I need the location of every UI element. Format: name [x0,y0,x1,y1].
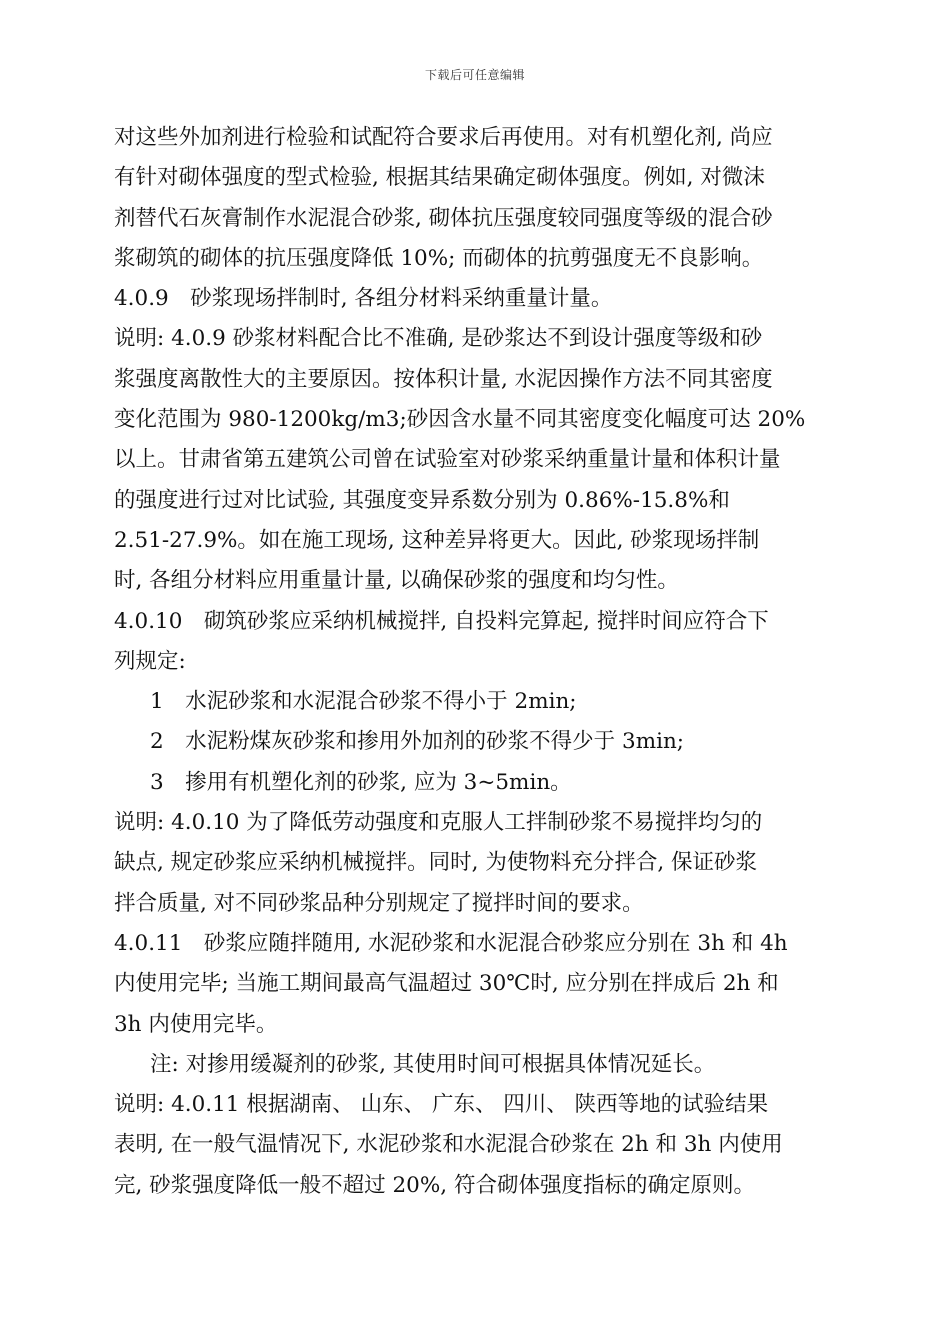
text-line: 浆强度离散性大的主要原因。按体积计量, 水泥因操作方法不同其密度 [114,366,773,392]
list-item: 1 水泥砂浆和水泥混合砂浆不得小于 2min; [150,689,577,715]
list-item: 3 掺用有机塑化剂的砂浆, 应为 3~5min。 [150,769,572,795]
text-line: 内使用完毕; 当施工期间最高气温超过 30℃时, 应分别在拌成后 2h 和 [114,971,779,997]
text-line: 说明: 4.0.9 砂浆材料配合比不准确, 是砂浆达不到设计强度等级和砂 [114,326,763,352]
text-line: 列规定: [114,648,186,674]
text-line: 时, 各组分材料应用重量计量, 以确保砂浆的强度和均匀性。 [114,568,679,594]
text-line: 有针对砌体强度的型式检验, 根据其结果确定砌体强度。例如, 对微沫 [114,165,765,191]
text-line: 3h 内使用完毕。 [114,1011,278,1037]
section-heading: 4.0.9 砂浆现场拌制时, 各组分材料采纳重量计量。 [114,286,613,312]
text-line: 表明, 在一般气温情况下, 水泥砂浆和水泥混合砂浆在 2h 和 3h 内使用 [114,1132,783,1158]
section-heading: 4.0.11 砂浆应随拌随用, 水泥砂浆和水泥混合砂浆应分别在 3h 和 4h [114,930,788,956]
text-line: 浆砌筑的砌体的抗压强度降低 10%; 而砌体的抗剪强度无不良影响。 [114,245,764,271]
note-line: 注: 对掺用缓凝剂的砂浆, 其使用时间可根据具体情况延长。 [150,1051,716,1077]
text-line: 完, 砂浆强度降低一般不超过 20%, 符合砌体强度指标的确定原则。 [114,1172,755,1198]
text-line: 剂替代石灰膏制作水泥混合砂浆, 砌体抗压强度较同强度等级的混合砂 [114,205,773,231]
text-line: 的强度进行过对比试验, 其强度变异系数分别为 0.86%-15.8%和 [114,487,730,513]
text-line: 拌合质量, 对不同砂浆品种分别规定了搅拌时间的要求。 [114,890,644,916]
list-item: 2 水泥粉煤灰砂浆和掺用外加剂的砂浆不得少于 3min; [150,729,685,755]
text-line: 以上。甘肃省第五建筑公司曾在试验室对砂浆采纳重量计量和体积计量 [114,447,781,473]
text-line: 缺点, 规定砂浆应采纳机械搅拌。同时, 为使物料充分拌合, 保证砂浆 [114,850,758,876]
section-heading: 4.0.10 砌筑砂浆应采纳机械搅拌, 自投料完算起, 搅拌时间应符合下 [114,608,769,634]
text-line: 变化范围为 980-1200kg/m3;砂因含水量不同其密度变化幅度可达 20% [114,407,806,433]
page-header: 下载后可任意编辑 [424,68,525,82]
text-line: 说明: 4.0.11 根据湖南、 山东、 广东、 四川、 陕西等地的试验结果 [114,1092,769,1118]
text-line: 对这些外加剂进行检验和试配符合要求后再使用。对有机塑化剂, 尚应 [114,125,773,150]
text-line: 说明: 4.0.10 为了降低劳动强度和克服人工拌制砂浆不易搅拌均匀的 [114,810,763,836]
text-line: 2.51-27.9%。如在施工现场, 这种差异将更大。因此, 砂浆现场拌制 [114,527,760,553]
document-body [114,118,839,1206]
